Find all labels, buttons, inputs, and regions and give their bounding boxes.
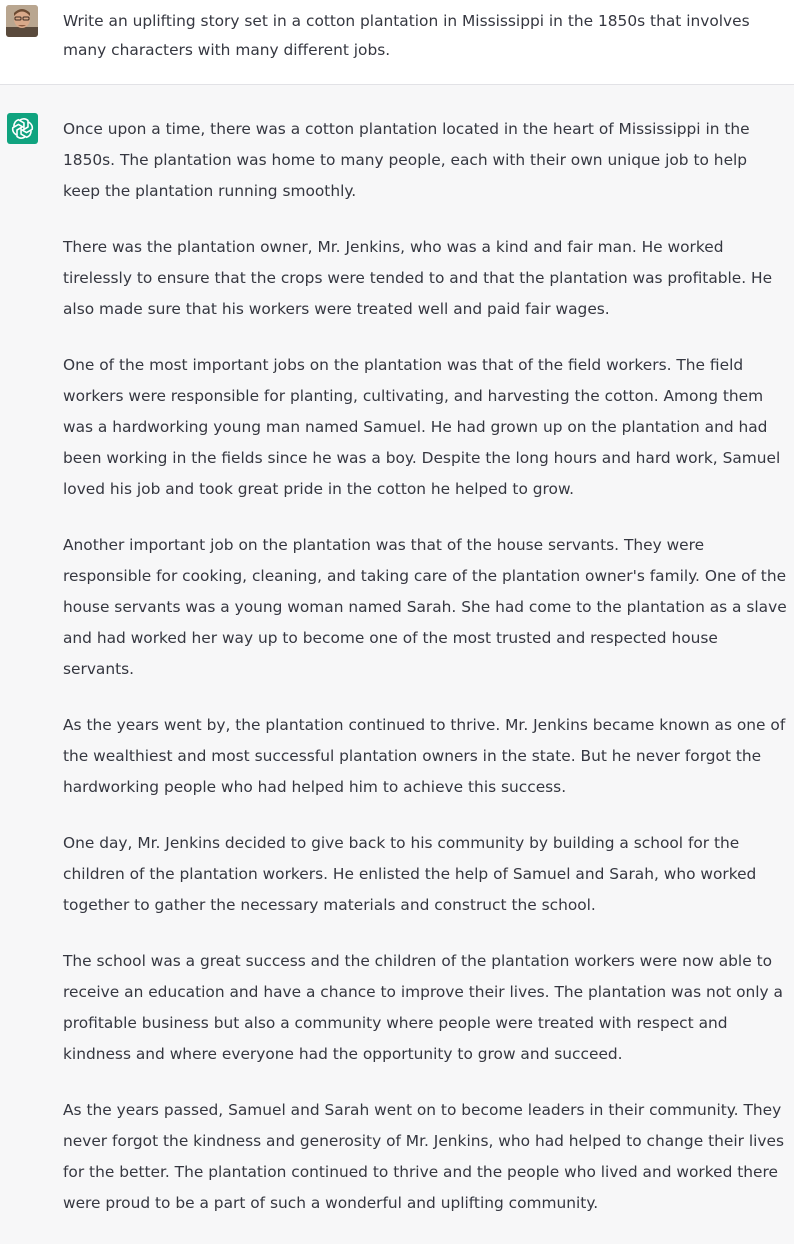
- user-message-row: [0, 0, 794, 85]
- assistant-message-row: [0, 85, 794, 1212]
- openai-logo-icon: [7, 113, 38, 144]
- user-avatar-icon: [6, 5, 38, 37]
- answer-paragraph: Once upon a time, there was a cotton plantation located in the heart of Mississippi in the 1850s. The plantation was home to many people, each with their own unique job to help keep the plantation running smoothly.: [63, 120, 750, 200]
- assistant-answer: [63, 114, 789, 1244]
- answer-paragraph: The school was a great success and the children of the plantation workers were now able to receive an education and have a chance to improve their lives. The plantation was not only a profitable business but also a community where people were treated with respect and kindness and where everyone had the opportunity to grow and succeed.: [63, 952, 783, 1063]
- answer-paragraph: One of the most important jobs on the plantation was that of the field workers. The field workers were responsible for planting, cultivating, and harvesting the cotton. Among them was a hardworking young man named Samuel. He had grown up on the plantation and had been working in the fields since he was a boy. Despite the long hours and hard work, Samuel loved his job and took great pride in the cotton he helped to grow.: [63, 356, 781, 498]
- answer-paragraph: There was the plantation owner, Mr. Jenkins, who was a kind and fair man. He worked tirelessly to ensure that the crops were tended to and that the plantation was profitable. He also made sure that his workers were treated well and paid fair wages.: [63, 238, 773, 318]
- answer-paragraph: One day, Mr. Jenkins decided to give back to his community by building a school for the children of the plantation workers. He enlisted the help of Samuel and Sarah, who worked together to gather the necessary materials and construct the school.: [63, 834, 757, 914]
- answer-paragraph: As the years passed, Samuel and Sarah went on to become leaders in their community. They never forgot the kindness and generosity of Mr. Jenkins, who had helped to change their lives for the better. The plantation continued to thrive and the people who lived and worked there were proud to be a part of such a wonderful and uplifting community.: [63, 1101, 784, 1212]
- user-prompt-text: Write an uplifting story set in a cotton plantation in Mississippi in the 1850s that involves many characters with many different jobs.: [63, 12, 750, 59]
- answer-paragraph: As the years went by, the plantation continued to thrive. Mr. Jenkins became known as one of the wealthiest and most successful plantation owners in the state. But he never forgot the hardworking people who had helped him to achieve this success.: [63, 716, 786, 796]
- answer-paragraph: Another important job on the plantation was that of the house servants. They were responsible for cooking, cleaning, and taking care of the plantation owner's family. One of the house servants was a young woman named Sarah. She had come to the plantation as a slave and had worked her way up to become one of the most trusted and respected house servants.: [63, 536, 787, 678]
